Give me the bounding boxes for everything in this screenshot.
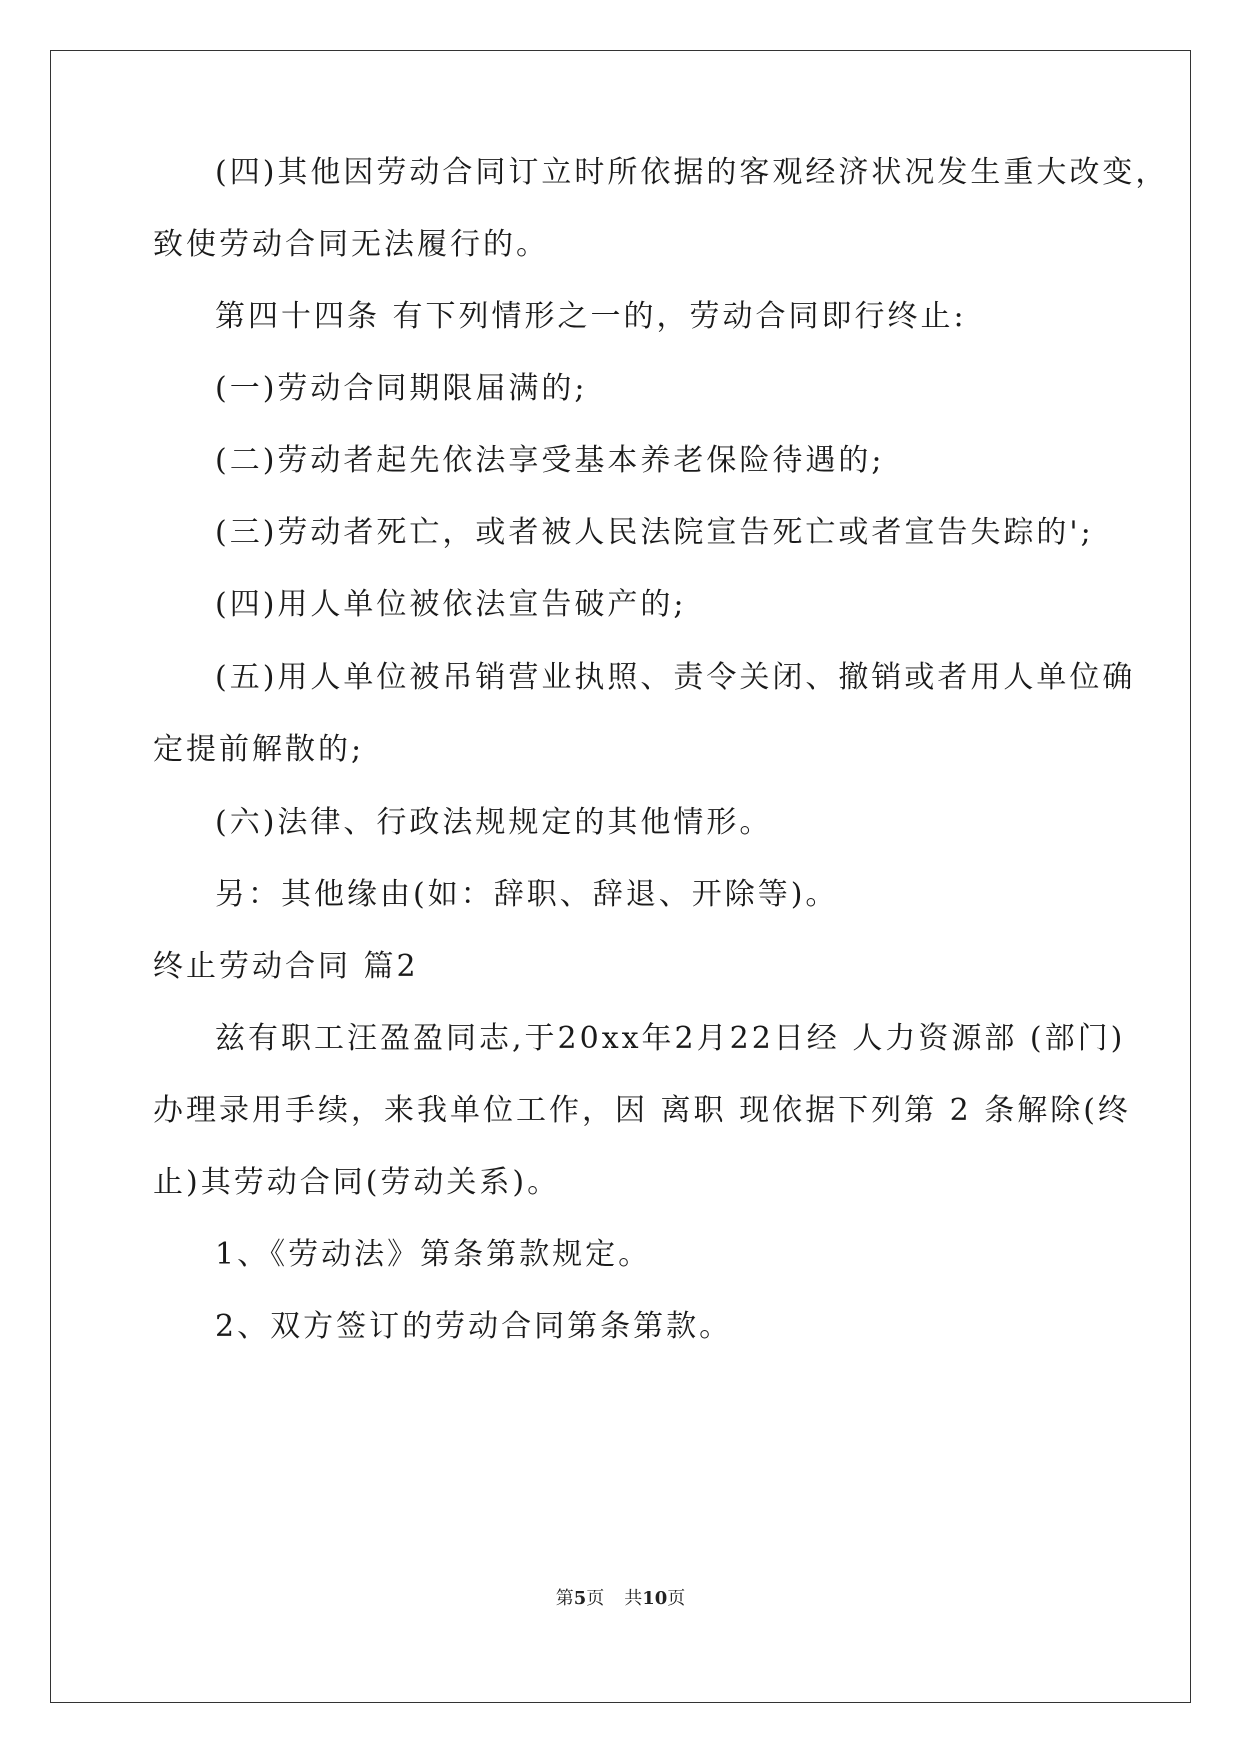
footer-total-suffix: 页 xyxy=(667,1588,686,1609)
paragraph-line: (一)劳动合同期限届满的; xyxy=(215,371,588,406)
paragraph-line: 另：其他缘由(如：辞职、辞退、开除等)。 xyxy=(215,877,839,912)
page-footer xyxy=(0,1584,1241,1610)
paragraph-line: (五)用人单位被吊销营业执照、责令关闭、撤销或者用人单位确 xyxy=(215,660,1136,695)
footer-total-prefix: 共 xyxy=(624,1588,643,1609)
paragraph-line: 兹有职工汪盈盈同志,于20xx年2月22日经 人力资源部 (部门) xyxy=(215,1021,1126,1056)
paragraph-line: 止)其劳动合同(劳动关系)。 xyxy=(153,1165,561,1200)
paragraph-line: 终止劳动合同 篇2 xyxy=(153,949,419,984)
paragraph-line: (四)其他因劳动合同订立时所依据的客观经济状况发生重大改变， xyxy=(215,155,1169,190)
paragraph-line: (二)劳动者起先依法享受基本养老保险待遇的; xyxy=(215,443,885,478)
total-page-number: 10 xyxy=(642,1588,668,1609)
paragraph-line: 2、双方签订的劳动合同第条第款。 xyxy=(215,1309,733,1344)
footer-prefix: 第 xyxy=(555,1588,574,1609)
paragraph-line: 1、《劳动法》第条第款规定。 xyxy=(215,1237,652,1272)
paragraph-line: (六)法律、行政法规规定的其他情形。 xyxy=(215,805,773,840)
paragraph-line: (四)用人单位被依法宣告破产的; xyxy=(215,587,687,622)
paragraph-line: 定提前解散的; xyxy=(153,732,365,767)
paragraph-line: (三)劳动者死亡，或者被人民法院宣告死亡或者宣告失踪的'; xyxy=(215,515,1094,550)
footer-page-label: 页 xyxy=(586,1588,605,1609)
paragraph-line: 致使劳动合同无法履行的。 xyxy=(153,227,549,262)
paragraph-line: 第四十四条 有下列情形之一的，劳动合同即行终止: xyxy=(215,299,967,334)
current-page-number: 5 xyxy=(573,1588,587,1609)
paragraph-line: 办理录用手续，来我单位工作，因 离职 现依据下列第 2 条解除(终 xyxy=(153,1093,1131,1128)
